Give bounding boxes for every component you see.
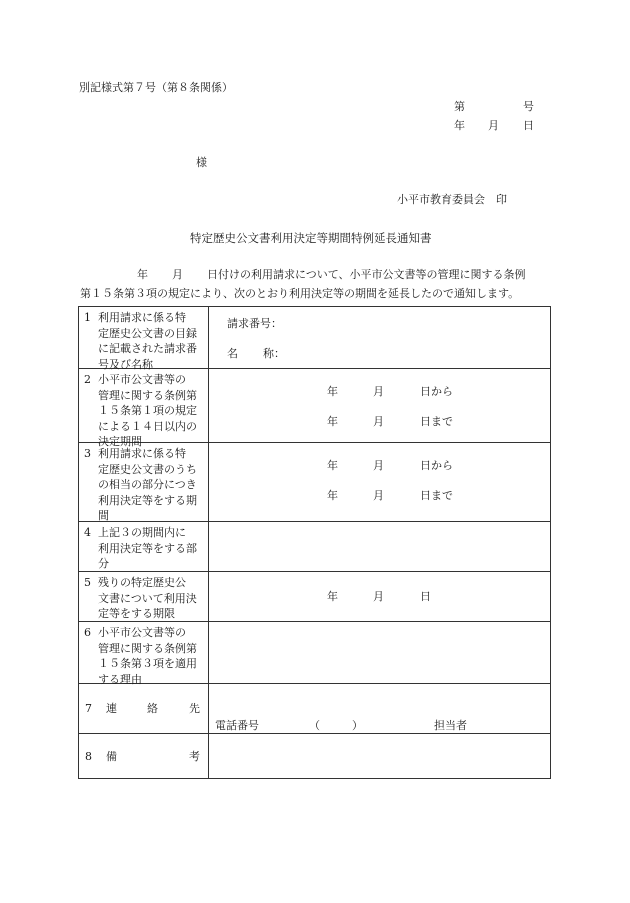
row-label-cell xyxy=(79,369,209,449)
to-day: 日まで xyxy=(420,415,453,428)
to-month: 月 xyxy=(373,489,384,502)
name-label-b: 称： xyxy=(263,347,285,360)
row-label-cell xyxy=(79,443,209,522)
label-line: 残りの特定歴史公 xyxy=(98,576,186,589)
row-label-cell xyxy=(79,734,209,779)
form-identifier: 別記様式第７号（第８条関係） xyxy=(79,81,233,94)
label-line: する理由 xyxy=(98,672,142,686)
deadline-day: 日 xyxy=(420,590,431,603)
table-row xyxy=(79,369,551,443)
to-day: 日まで xyxy=(420,489,453,502)
label-line: 利用決定等をする部 xyxy=(98,541,197,555)
row-label-cell xyxy=(79,572,209,622)
to-month: 月 xyxy=(373,415,384,428)
paren-open: （ xyxy=(309,719,320,732)
row-number: 2 xyxy=(84,373,91,386)
contact-cell[interactable] xyxy=(209,684,551,734)
label-line: 間 xyxy=(98,509,109,523)
label-line: １５条第３項を適用 xyxy=(98,657,197,671)
partial-period-cell[interactable] xyxy=(209,443,551,522)
body-line2-text: 第１５条第３項の規定により、次のとおり利用決定等の期間を延長したので通知します。 xyxy=(80,287,520,300)
row-label-cell xyxy=(79,522,209,572)
row-label xyxy=(84,625,206,687)
from-month: 月 xyxy=(373,385,384,398)
label-line: 分 xyxy=(98,557,109,571)
number-label: 第 xyxy=(454,100,465,113)
label-line: 文書について利用決 xyxy=(98,591,197,605)
label-line: 定歴史公文書の目録 xyxy=(98,326,197,340)
date-day: 日 xyxy=(523,119,534,132)
from-day: 日から xyxy=(420,459,453,472)
label-line: による１４日以内の xyxy=(98,419,197,433)
from-month: 月 xyxy=(373,459,384,472)
phone-label: 電話番号 xyxy=(215,719,259,732)
request-info-cell[interactable] xyxy=(209,307,551,369)
label-line: 利用請求に係る特 xyxy=(98,311,186,324)
reason-cell[interactable] xyxy=(209,622,551,684)
label-line: 定等をする期限 xyxy=(98,607,175,621)
deadline-year: 年 xyxy=(327,590,338,603)
number-suffix: 号 xyxy=(523,100,534,113)
from-year: 年 xyxy=(327,459,338,472)
label-line: 利用決定等をする期 xyxy=(98,493,197,507)
label-char: 考 xyxy=(189,750,200,763)
to-year: 年 xyxy=(327,415,338,428)
row-number: 1 xyxy=(84,311,91,324)
to-year: 年 xyxy=(327,489,338,502)
table-row xyxy=(79,734,551,779)
table-row xyxy=(79,522,551,572)
label-line: の相当の部分につき xyxy=(98,478,197,492)
remarks-cell[interactable] xyxy=(209,734,551,779)
label-line: に記載された請求番 xyxy=(98,342,197,356)
row-label xyxy=(84,525,206,572)
decision-period-cell[interactable] xyxy=(209,369,551,443)
row-number: 5 xyxy=(84,576,91,589)
row-label xyxy=(84,310,206,372)
deadline-month: 月 xyxy=(373,590,384,603)
addressee-honorific: 様 xyxy=(196,156,207,169)
from-day: 日から xyxy=(420,385,453,398)
row-label xyxy=(84,372,206,450)
row-label xyxy=(84,575,206,622)
label-line: 決定期間 xyxy=(98,435,142,449)
table-row xyxy=(79,684,551,734)
row-number: 6 xyxy=(84,626,91,639)
body-year: 年 xyxy=(137,268,148,281)
row-number: 3 xyxy=(84,447,91,460)
from-year: 年 xyxy=(327,385,338,398)
row-number: 4 xyxy=(84,526,91,539)
label-line: 小平市公文書等の xyxy=(98,373,186,386)
label-char: 先 xyxy=(189,702,200,715)
row-label-cell xyxy=(79,622,209,684)
label-char: 連 xyxy=(106,702,117,715)
label-char: 備 xyxy=(106,750,117,763)
label-line: 管理に関する条例第 xyxy=(98,641,197,655)
label-line: 管理に関する条例第 xyxy=(98,388,197,402)
document-title: 特定歴史公文書利用決定等期間特例延長通知書 xyxy=(190,231,432,245)
paren-close: ） xyxy=(352,719,363,732)
row-label xyxy=(84,446,206,524)
label-line: １５条第１項の規定 xyxy=(98,404,197,418)
date-year: 年 xyxy=(454,119,465,132)
person-label: 担当者 xyxy=(434,719,467,732)
issuer-name: 小平市教育委員会 印 xyxy=(397,193,507,206)
label-line: 上記３の期間内に xyxy=(98,526,186,539)
row-number: 7 xyxy=(85,702,92,715)
label-char: 絡 xyxy=(147,702,158,715)
partial-portion-cell[interactable] xyxy=(209,522,551,572)
table-row xyxy=(79,307,551,369)
name-label-a: 名 xyxy=(227,347,238,360)
row-label-cell xyxy=(79,684,209,734)
row-number: 8 xyxy=(85,750,92,763)
table-row xyxy=(79,572,551,622)
remaining-deadline-cell[interactable] xyxy=(209,572,551,622)
label-line: 号及び名称 xyxy=(98,357,153,371)
label-line: 利用請求に係る特 xyxy=(98,447,186,460)
request-number-label: 請求番号： xyxy=(227,317,282,330)
body-line1-text: 日付けの利用請求について、小平市公文書等の管理に関する条例 xyxy=(207,268,526,281)
date-month: 月 xyxy=(488,119,499,132)
table-row xyxy=(79,443,551,522)
table-row xyxy=(79,622,551,684)
label-line: 小平市公文書等の xyxy=(98,626,186,639)
label-line: 定歴史公文書のうち xyxy=(98,462,197,476)
body-month: 月 xyxy=(172,268,183,281)
row-label-cell xyxy=(79,307,209,369)
notice-form-table xyxy=(78,306,551,779)
